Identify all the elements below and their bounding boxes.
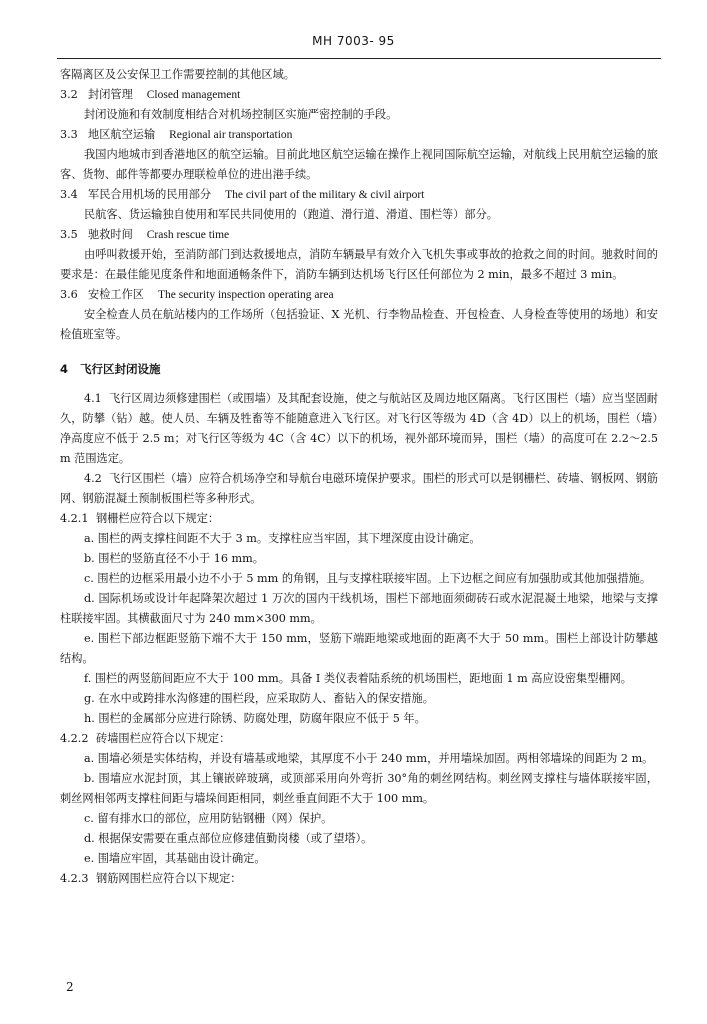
clause-4-2-3-heading: [60, 869, 658, 889]
clause-3-4-heading: [60, 185, 658, 205]
clause-4-2-2-heading: [60, 729, 658, 749]
clause-3-2-heading: [60, 85, 658, 105]
continuation-line: 客隔离区及公安保卫工作需要控制的其他区域。: [60, 68, 295, 81]
clause-3-5-body: 由呼叫救援开始，至消防部门到达救援地点，消防车辆最早有效介入飞机失事或事故的抢救之间的时间。驰救时间的要求是：在最佳能见度条件和地面通畅条件下，消防车辆到达机场飞行区任何部位为 2 min，最多不超过 3 min。: [60, 248, 658, 281]
clause-4-2-1-heading: [60, 509, 658, 529]
list-item: b. 围墙应水泥封顶，其上镶嵌碎玻璃，或顶部采用向外弯折 30°角的刺丝网结构。刺丝网支撑柱与墙体联接牢固，刺丝网相邻两支撑柱间距与墙垛间距相同，刺丝垂直间距不大于 100 mm。: [60, 772, 658, 805]
list-item: h. 围栏的金属部分应进行除锈、防腐处理，防腐年限应不低于 5 年。: [84, 712, 426, 725]
clause-3-5-heading: [60, 225, 658, 245]
document-body: [60, 65, 658, 889]
clause-body: 飞行区周边须修建围栏（或围墙）及其配套设施，使之与航站区及周边地区隔离。飞行区围栏（墙）应当坚固耐久，防攀（钻）越。使人员、车辆及牲畜等不能随意进入飞行区。对飞行区等级为 4D（含 4D）以上的机场，围栏（墙）净高度应不低于 2.5 m；对飞行区等级为 4C（含 4C）以下的机场，视外部环境而异，围栏（墙）的高度可在 2.2～2.5 m 范围选定。: [60, 392, 658, 465]
list-item: a. 围墙必须是实体结构，并设有墙基或地梁，其厚度不小于 240 mm，并用墙垛加固。两相邻墙垛的间距为 2 m。: [84, 752, 654, 765]
clause-number: 4.2.3: [60, 872, 89, 885]
clause-title: 钢筋网围栏应符合以下规定：: [96, 872, 242, 885]
clause-number: 3.6: [60, 288, 78, 301]
header-rule: [57, 58, 661, 59]
clause-3-4-body: 民航客、货运输独自使用和军民共同使用的（跑道、滑行道、滑道、围栏等）部分。: [84, 208, 498, 221]
standard-code: MH 7003- 95: [312, 34, 395, 48]
clause-title-en: Closed management: [146, 89, 241, 101]
clause-3-3-body: 我国内地城市到香港地区的航空运输。目前此地区航空运输在操作上视同国际航空运输，对航线上民用航空运输的旅客、货物、邮件等都要办理联检单位的进出港手续。: [60, 148, 658, 181]
clause-4-2: [60, 469, 658, 509]
clause-number: 3.5: [60, 228, 78, 241]
section-4-heading: [60, 359, 658, 379]
clause-title-en: The security inspection operating area: [157, 289, 334, 301]
clause-title: 钢栅栏应符合以下规定：: [96, 512, 220, 525]
list-item: d. 根据保安需要在重点部位应修建值勤岗楼（或了望塔）。: [84, 832, 373, 845]
section-number: 4: [60, 362, 69, 376]
clause-3-3-heading: [60, 125, 658, 145]
clause-title-en: The civil part of the military & civil airport: [225, 189, 425, 201]
list-item: e. 围栏下部边框距竖筋下端不大于 150 mm，竖筋下端距地梁或地面的距离不大于 50 mm。围栏上部设计防攀越结构。: [60, 632, 658, 665]
clause-title: 砖墙围栏应符合以下规定：: [96, 732, 231, 745]
section-title: 飞行区封闭设施: [80, 362, 161, 376]
list-item: a. 围栏的两支撑柱间距不大于 3 m。支撑柱应当牢固，其下埋深度由设计确定。: [84, 532, 481, 545]
clause-3-6-heading: [60, 285, 658, 305]
clause-number: 4.2: [84, 472, 102, 485]
list-item: g. 在水中或跨排水沟修建的围栏段，应采取防人、畜钻入的保安措施。: [84, 692, 434, 705]
clause-number: 3.2: [60, 88, 78, 101]
list-item: b. 围栏的竖筋直径不小于 16 mm。: [84, 552, 264, 565]
clause-number: 3.3: [60, 128, 78, 141]
clause-body: 飞行区围栏（墙）应符合机场净空和导航台电磁环境保护要求。围栏的形式可以是钢栅栏、砖墙、钢板网、钢筋网、钢筋混凝土预制板围栏等多种形式。: [60, 472, 658, 505]
clause-number: 4.2.1: [60, 512, 89, 525]
clause-title-en: Regional air transportation: [169, 129, 293, 141]
page-number: 2: [66, 980, 74, 994]
list-item: c. 围栏的边框采用最小边不小于 5 mm 的角钢，且与支撑柱联接牢固。上下边框之间应有加强肋或其他加强措施。: [84, 572, 652, 585]
clause-title: 安检工作区: [88, 288, 144, 301]
clause-title: 驰救时间: [88, 228, 133, 241]
clause-4-1: [60, 389, 658, 469]
list-item: c. 留有排水口的部位，应用防钻钢栅（网）保护。: [84, 812, 333, 825]
clause-3-6-body: 安全检查人员在航站楼内的工作场所（包括验证、X 光机、行李物品检查、开包检查、人身检查等使用的场地）和安检值班室等。: [60, 308, 658, 341]
clause-title: 地区航空运输: [88, 128, 156, 141]
list-item: d. 国际机场或设计年起降架次超过 1 万次的国内干线机场，围栏下部地面须砌砖石或水泥混凝土地梁，地梁与支撑柱联接牢固。其横截面尺寸为 240 mm×300 mm。: [60, 592, 658, 625]
clause-title: 军民合用机场的民用部分: [88, 188, 212, 201]
clause-number: 4.1: [84, 392, 102, 405]
clause-title: 封闭管理: [88, 88, 133, 101]
list-item: f. 围栏的两竖筋间距应不大于 100 mm。具备 I 类仪表着陆系统的机场围栏，距地面 1 m 高应设密集型栅网。: [84, 672, 632, 685]
clause-3-2-body: 封闭设施和有效制度相结合对机场控制区实施严密控制的手段。: [84, 108, 398, 121]
list-item: e. 围墙应牢固，其基础由设计确定。: [84, 852, 266, 865]
clause-title-en: Crash rescue time: [146, 229, 230, 241]
clause-number: 3.4: [60, 188, 78, 201]
clause-number: 4.2.2: [60, 732, 89, 745]
